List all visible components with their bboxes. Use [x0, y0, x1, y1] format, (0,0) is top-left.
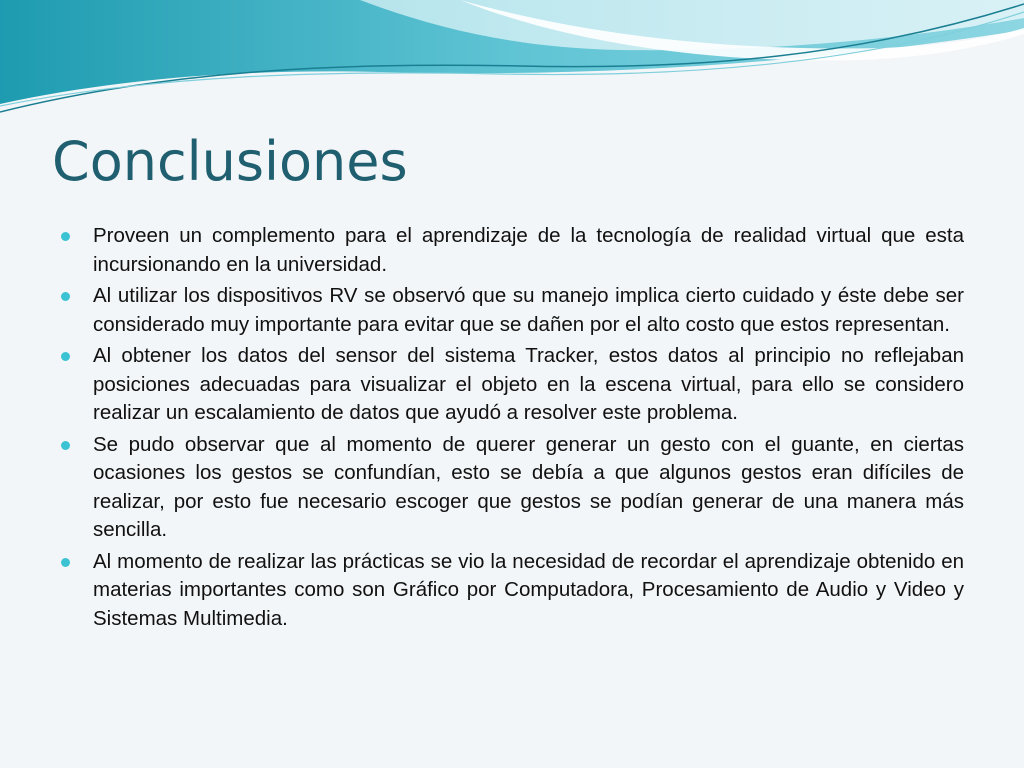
- bullet-item: [58, 342, 964, 428]
- bullet-dot-icon: [61, 292, 70, 301]
- slide-title: Conclusiones: [52, 130, 408, 193]
- bullet-dot-icon: [61, 558, 70, 567]
- bullet-item: [58, 282, 964, 339]
- header-wave-decoration: [0, 0, 1024, 120]
- bullet-text: Proveen un complemento para el aprendizaje de la tecnología de realidad virtual que esta incursionando en la universidad.: [93, 224, 964, 276]
- bullet-item: [58, 548, 964, 634]
- bullet-text: Al utilizar los dispositivos RV se observó que su manejo implica cierto cuidado y éste debe ser considerado muy importante para evitar que se dañen por el alto costo que estos representan.: [93, 284, 964, 336]
- bullet-dot-icon: [61, 232, 70, 241]
- bullet-dot-icon: [61, 352, 70, 361]
- bullet-dot-icon: [61, 441, 70, 450]
- bullet-text: Al momento de realizar las prácticas se vio la necesidad de recordar el aprendizaje obtenido en materias importantes como son Gráfico por Computadora, Procesamiento de Audio y Video y Sistemas Multimedia.: [93, 549, 964, 630]
- bullet-text: Se pudo observar que al momento de querer generar un gesto con el guante, en ciertas ocasiones los gestos se confundían, esto se debía a que algunos gestos eran difíciles de realizar, por esto fue necesario escoger que gestos se podían generar de una manera más sencilla.: [93, 432, 964, 541]
- bullet-text: Al obtener los datos del sensor del sistema Tracker, estos datos al principio no reflejaban posiciones adecuadas para visualizar el objeto en la escena virtual, para ello se considero realizar un escalamiento de datos que ayudó a resolver este problema.: [93, 344, 964, 424]
- bullet-item: [58, 222, 964, 279]
- bullet-item: [58, 431, 964, 545]
- bullet-list: [58, 222, 964, 636]
